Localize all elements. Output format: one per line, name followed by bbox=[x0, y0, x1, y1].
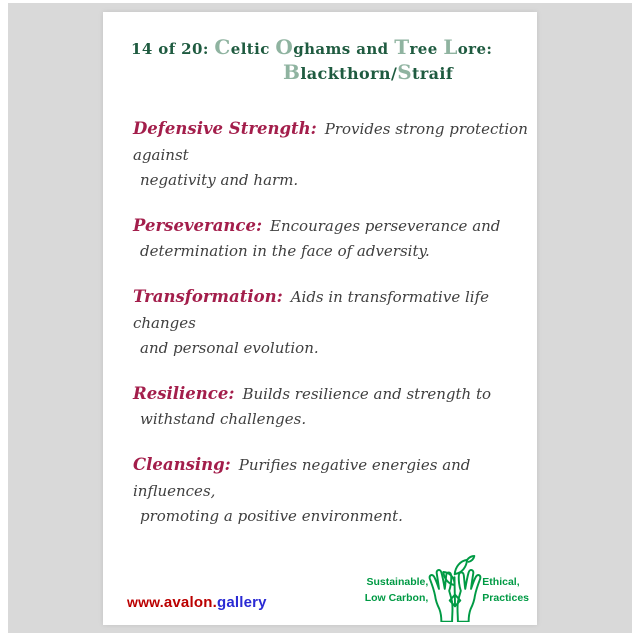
trait-item bbox=[133, 116, 531, 193]
website-url bbox=[127, 594, 267, 611]
hands-holding-seedling-icon bbox=[426, 548, 484, 622]
trait-description-line1: Builds resilience and strength to bbox=[242, 385, 492, 403]
trait-list bbox=[133, 116, 531, 549]
page-title bbox=[131, 36, 521, 85]
title-text: ree bbox=[409, 40, 444, 58]
trait-description-line1: Aids in transformative life changes bbox=[133, 288, 489, 332]
title-text: 14 of 20: bbox=[131, 40, 215, 58]
trait-description-line2: withstand challenges. bbox=[140, 410, 307, 428]
title-capital: S bbox=[397, 60, 413, 84]
badge-text-left bbox=[365, 574, 429, 622]
title-capital: L bbox=[443, 35, 458, 59]
url-www: www. bbox=[127, 594, 164, 610]
trait-description-line2: and personal evolution. bbox=[140, 339, 319, 357]
trait-label: Perseverance: bbox=[133, 216, 263, 235]
title-capital: C bbox=[214, 35, 231, 59]
trait-label: Transformation: bbox=[133, 287, 283, 306]
url-name: avalon bbox=[163, 594, 213, 611]
title-text: ghams and bbox=[293, 40, 395, 58]
title-line-1 bbox=[131, 36, 521, 61]
title-text: traif bbox=[412, 64, 454, 83]
trait-description-line2: determination in the face of adversity. bbox=[140, 242, 430, 260]
trait-label: Cleansing: bbox=[133, 455, 231, 474]
title-line-2 bbox=[283, 61, 521, 85]
trait-description-line2: negativity and harm. bbox=[140, 171, 299, 189]
url-dot: . bbox=[212, 594, 217, 611]
title-capital: B bbox=[283, 60, 301, 84]
badge-line: Practices bbox=[482, 592, 529, 604]
trait-item bbox=[133, 452, 531, 529]
trait-description-line2: promoting a positive environment. bbox=[140, 507, 403, 525]
trait-item bbox=[133, 213, 531, 264]
trait-item bbox=[133, 381, 531, 432]
url-tld: gallery bbox=[216, 594, 267, 611]
trait-description-line1: Encourages perseverance and bbox=[270, 217, 501, 235]
title-capital: O bbox=[275, 35, 294, 59]
badge-line: Ethical, bbox=[482, 576, 520, 588]
trait-description-line1: Purifies negative energies and influences, bbox=[133, 456, 471, 500]
trait-label: Resilience: bbox=[133, 384, 235, 403]
trait-description-line1: Provides strong protection against bbox=[133, 120, 528, 164]
title-text: lackthorn/ bbox=[300, 64, 398, 83]
sustainability-badge bbox=[365, 548, 529, 622]
title-text: eltic bbox=[230, 40, 276, 58]
badge-text-right bbox=[482, 574, 529, 622]
title-text: ore: bbox=[457, 40, 493, 58]
info-card bbox=[103, 12, 537, 625]
trait-label: Defensive Strength: bbox=[133, 119, 317, 138]
badge-line: Low Carbon, bbox=[364, 592, 429, 604]
title-capital: T bbox=[394, 35, 410, 59]
trait-item bbox=[133, 284, 531, 361]
badge-line: Sustainable, bbox=[366, 576, 429, 588]
